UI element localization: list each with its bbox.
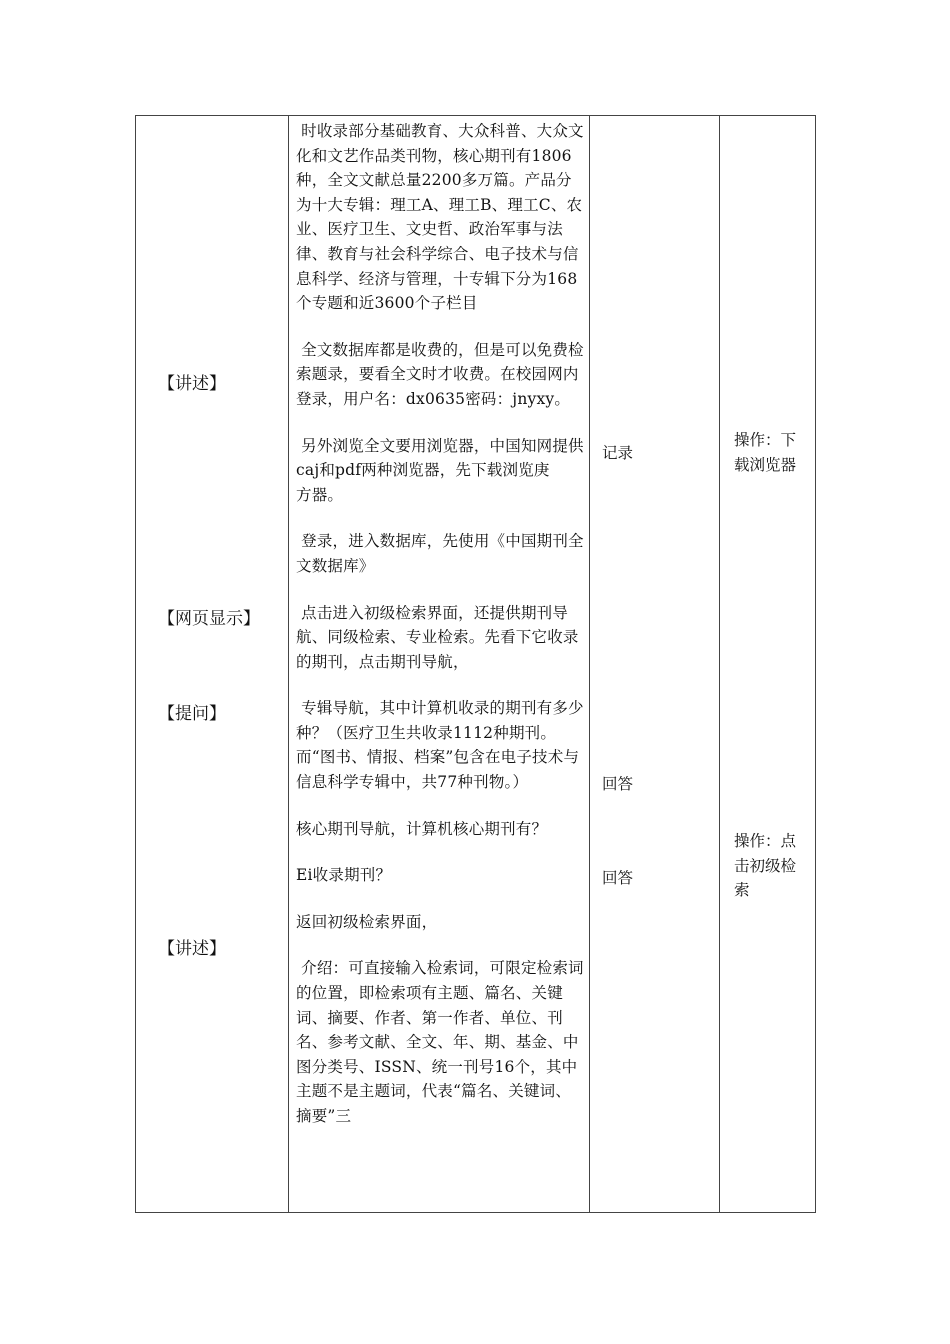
lesson-table [135,115,816,1213]
content-paragraph: 时收录部分基础教育、大众科普、大众文化和文艺作品类刊物，核心期刊有1806种，全文文献总量2200多万篇。产品分为十大专辑：理工A、理工B、理工C、农业、医疗卫生、文史哲、政治军事与法律、教育与社会科学综合、电子技术与信息科学、经济与管理，十专辑下分为168个专题和近3600个子栏目 [296,122,584,313]
content-paragraph: 另外浏览全文要用浏览器，中国知网提供caj和pdf两种浏览器，先下载浏览庚 方器。 [296,436,584,504]
column-divider [719,116,720,1212]
content-paragraph: 专辑导航，其中计算机收录的期刊有多少种？（医疗卫生共收录1112种期刊。而“图书、情报、档案”包含在电子技术与信息科学专辑中，共77种刊物。） [296,699,584,792]
activity-record: 记录 [602,444,634,462]
content-paragraph: 返回初级检索界面， [296,912,438,931]
stage-label-explain: 【讲述】 [158,374,226,394]
stage-label-explain: 【讲述】 [158,939,226,959]
content-paragraph: 登录，进入数据库，先使用《中国期刊全文数据库》 [296,532,584,575]
content-paragraph: 核心期刊导航，计算机核心期刊有？ [296,819,548,838]
stage-label-web-display: 【网页显示】 [158,609,260,629]
activity-answer: 回答 [602,869,634,887]
column-divider [288,116,289,1212]
content-paragraph: 点击进入初级检索界面，还提供期刊导航、同级检索、专业检索。先看下它收录的期刊，点击期刊导航， [296,603,579,671]
content-paragraph: 全文数据库都是收费的，但是可以免费检索题录，要看全文时才收费。在校园网内登录，用户名：dx0635密码：jnyxy。 [296,340,584,408]
column-divider [589,116,590,1212]
note-operation: 操作：下载浏览器 [734,431,797,474]
content-paragraph: 介绍：可直接输入检索词，可限定检索词的位置，即检索项有主题、篇名、关键词、摘要、作者、第一作者、单位、刊名、参考文献、全文、年、期、基金、中图分类号、ISSN、统一刊号16个，其中主题不是主题词，代表“篇名、关键词、摘要”三 [296,959,584,1125]
stage-label-question: 【提问】 [158,704,226,724]
content-paragraph: Ei收录期刊？ [296,866,392,885]
note-operation: 操作：点击初级检索 [734,832,797,900]
activity-answer: 回答 [602,775,634,793]
teaching-content-column [296,119,586,1151]
